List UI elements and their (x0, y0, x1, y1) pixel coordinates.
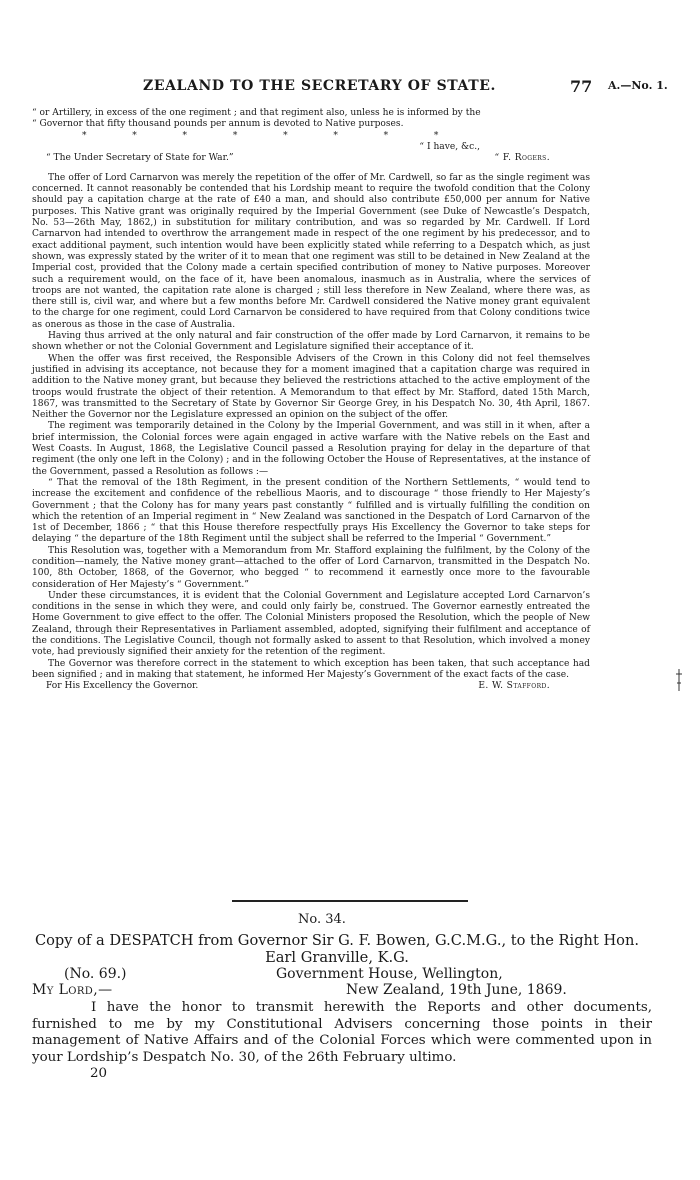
despatch-number: No. 34. (298, 912, 346, 927)
quote-signature-row (32, 153, 590, 165)
paragraph: The offer of Lord Carnarvon was merely the repetition of the offer of Mr. Cardwell, so far as the single regiment was concerned. It cannot reasonably be contended that his Lordship meant to require the twofold condition that the Colony should pay a capitation charge at the rate of £40 a man, and should also contribute £50,000 per annum for Native purposes. This Native grant was originally required by the Imperial Government (see Duke of Newcastle’s Despatch, No. 53—26th May, 1862,) in substitution for military contribution, and was so regarded by Mr. Cardwell. If Lord Carnarvon had intended to overthrow the arrangement made in respect of the one regiment by his predecessor, and to exact additional payment, such intention would have been explicitly stated while referring to a Despatch which, as just shown, was expressly stated by the writer of it to mean that one regiment was still to be detained in New Zealand at the Imperial cost, provided that the Colony made a certain specified contribution of money to Native purposes. Moreover such a requirement would, on the face of it, have been anomalous, inasmuch as in Australia, where the services of troops are not wanted, the capitation rate alone is charged ; still less therefore in New Zealand, where there was, as there still is, civil war, and where but a few months before Mr. Cardwell considered the Native money grant equivalent to the charge for one regiment, could Lord Carnarvon be considered to have required from that Colony conditions twice as onerous as those in the case of Australia. (32, 172, 590, 330)
paragraph: Having thus arrived at the only natural and fair construction of the offer made by Lord Carnarvon, it remains to be shown whether or not the Colonial Government and Legislature signified their acceptance of it. (32, 331, 590, 353)
closing-signature-row (32, 681, 590, 693)
memorandum-body (32, 108, 590, 693)
despatch-date: New Zealand, 19th June, 1869. (346, 982, 567, 998)
quote-sender: “ The Under Secretary of State for War.” (46, 152, 234, 163)
document-reference: A.—No. 1. (608, 79, 668, 92)
ellipsis-stars: * * * * * * * * (82, 130, 439, 141)
resolution-quote: “ That the removal of the 18th Regiment, in the present condition of the Northern Settlements, “ would tend to increase the excitement and confidence of the rebellious Maoris, and to discourage “ those friendly to Her Majesty’s Government ; that the Colony has for many years past constantly “ fulfilled and is virtually fulfilling the condition on which the retention of an Imperial regiment in “ New Zealand was sanctioned in the Despatch of Lord Carnarvon of the 1st of December, 1866 ; “ that this House therefore respectfully prays His Excellency the Governor to take steps for delaying “ the departure of the 18th Regiment until the subject shall be referred to the Imperial “ Government.” (32, 477, 590, 545)
despatch-heading: Copy of a DESPATCH from Governor Sir G. F. Bowen, G.C.M.G., to the Right Hon. Earl Granville, K.G. (34, 932, 640, 966)
page-number: 77 (570, 77, 593, 96)
paragraph: When the offer was first received, the Responsible Advisers of the Crown in this Colony did not feel themselves justified in advising its acceptance, not because they for a moment imagined that a capitation charge was required in addition to the Native money grant, but because they believed the restrictions attached to the active employment of the troops would frustrate the object of their retention. A Memorandum to that effect by Mr. Stafford, dated 15th March, 1867, was transmitted to the Secretary of State by Governor Sir George Grey, in his Despatch No. 30, 4th April, 1867. Neither the Governor nor the Legislature expressed an opinion on the subject of the offer. (32, 353, 590, 421)
despatch-salutation-line (32, 982, 652, 998)
despatch-body: I have the honor to transmit herewith the Reports and other documents, furnished to me by my Constitutional Advisers concerning those points in their management of Native Affairs and of the Colonial Forces which were commented upon in your Lordship’s Despatch No. 30, of the 26th February ultimo. (32, 1000, 652, 1065)
paragraph: This Resolution was, together with a Memorandum from Mr. Stafford explaining the fulfilment, by the Colony of the condition—namely, the Native money grant—attached to the offer of Lord Carnarvon, transmitted in the Despatch No. 100, 8th October, 1868, of the Governor, who begged “ to recommend it earnestly once more to the favourable consideration of Her Majesty’s “ Government.” (32, 545, 590, 590)
running-title: ZEALAND TO THE SECRETARY OF STATE. (143, 78, 496, 94)
despatch-text (32, 1000, 652, 1066)
section-rule (232, 900, 468, 902)
page-marker: 20 (90, 1066, 108, 1081)
despatch-salutation: My Lord,— (32, 982, 113, 998)
closing-signature: E. W. Stafford. (478, 681, 550, 692)
quote-line: “ Governor that fifty thousand pounds per annum is devoted to Native purposes. (32, 119, 404, 130)
quote-line: “ or Artillery, in excess of the one regiment ; and that regiment also, unless he is informed by the (32, 108, 481, 118)
paragraph: Under these circumstances, it is evident that the Colonial Government and Legislature accepted Lord Carnarvon’s conditions in the sense in which they were, and could only fairly be, construed. The Governor earnestly entreated the Home Government to give effect to the offer. The Colonial Ministers proposed the Resolution, which the people of New Zealand, through their Representatives in Parliament assembled, adopted, signifying their fulfilment and acceptance of the conditions. The Legislative Council, though not formally asked to assent to that Resolution, which involved a money vote, had previously signified their anxiety for the retention of the regiment. (32, 590, 590, 658)
paragraph: The regiment was temporarily detained in the Colony by the Imperial Government, and was still in it when, after a brief intermission, the Colonial forces were again engaged in active warfare with the Native rebels on the East and West Coasts. In August, 1868, the Legislative Council passed a Resolution praying for delay in the departure of that regiment (the only one left in the Colony) ; and in the following October the House of Representatives, at the instance of the Government, passed a Resolution as follows :— (32, 421, 590, 477)
despatch-section (32, 912, 652, 1082)
despatch-ref-number: (No. 69.) (64, 966, 127, 982)
page-header (0, 78, 700, 98)
despatch-ref-line (32, 966, 652, 982)
despatch-location: Government House, Wellington, (276, 966, 503, 982)
closing-addressee: For His Excellency the Governor. (46, 681, 199, 692)
quote-closing: “ I have, &c., (419, 141, 480, 152)
margin-mark-icon (676, 669, 682, 691)
quote-signature: “ F. Rogers. (494, 152, 550, 163)
paragraph: The Governor was therefore correct in the statement to which exception has been taken, that such acceptance had been signified ; and in making that statement, he informed Her Majesty’s Government of the exact facts of the case. (32, 658, 590, 680)
